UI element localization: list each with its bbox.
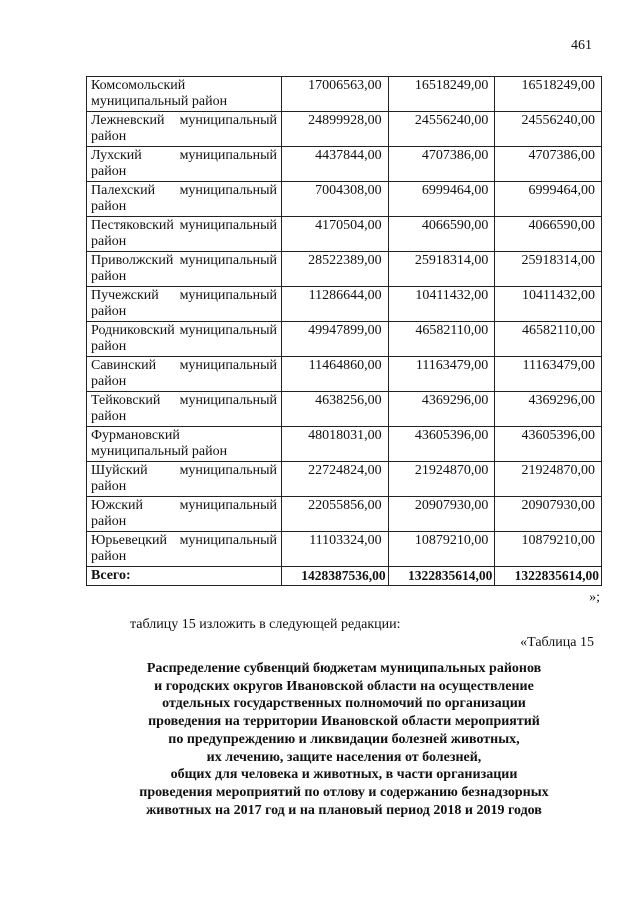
table-row [87, 287, 602, 322]
amount-2017-cell: 24899928,00 [282, 112, 389, 147]
amount-2018-cell: 10879210,00 [388, 532, 495, 567]
table-row [87, 532, 602, 567]
table-total-row [87, 567, 602, 586]
amount-2019-cell: 10879210,00 [495, 532, 602, 567]
amount-2019-cell: 4707386,00 [495, 147, 602, 182]
amount-2017-cell: 22724824,00 [282, 462, 389, 497]
amount-2018-cell: 4369296,00 [388, 392, 495, 427]
amount-2019-cell: 25918314,00 [495, 252, 602, 287]
district-name-cell: Савинский муниципальный район [87, 357, 282, 392]
amount-2017-cell: 28522389,00 [282, 252, 389, 287]
amount-2019-cell: 4369296,00 [495, 392, 602, 427]
amount-2018-cell: 43605396,00 [388, 427, 495, 462]
district-name-cell: Пучежский муниципальный район [87, 287, 282, 322]
amount-2019-cell: 1322835614,00 [495, 567, 602, 586]
amount-2018-cell: 25918314,00 [388, 252, 495, 287]
table-row [87, 462, 602, 497]
district-name-cell: Лухский муниципальный район [87, 147, 282, 182]
district-name-cell: Родниковский муниципальный район [87, 322, 282, 357]
amount-2018-cell: 11163479,00 [388, 357, 495, 392]
amount-2018-cell: 4707386,00 [388, 147, 495, 182]
amount-2019-cell: 20907930,00 [495, 497, 602, 532]
amount-2017-cell: 11464860,00 [282, 357, 389, 392]
table-row [87, 147, 602, 182]
amount-2017-cell: 1428387536,00 [282, 567, 389, 586]
amount-2017-cell: 22055856,00 [282, 497, 389, 532]
table-row [87, 497, 602, 532]
table-row [87, 182, 602, 217]
amount-2018-cell: 6999464,00 [388, 182, 495, 217]
amount-2017-cell: 4437844,00 [282, 147, 389, 182]
district-name-cell: Палехский муниципальный район [87, 182, 282, 217]
table-label: «Таблица 15 [520, 635, 594, 650]
amount-2018-cell: 46582110,00 [388, 322, 495, 357]
heading-line: проведения на территории Ивановской области мероприятий [148, 714, 540, 730]
amount-2017-cell: 17006563,00 [282, 77, 389, 112]
heading-line: по предупреждению и ликвидации болезней животных, [168, 731, 520, 747]
amount-2018-cell: 1322835614,00 [388, 567, 495, 586]
district-name-cell: Всего: [87, 567, 282, 586]
district-name-cell: Пестяковский муниципальный район [87, 217, 282, 252]
amount-2019-cell: 6999464,00 [495, 182, 602, 217]
amount-2018-cell: 24556240,00 [388, 112, 495, 147]
table-row [87, 217, 602, 252]
table-row [87, 77, 602, 112]
district-name-cell: Фурмановский муниципальный район [87, 427, 282, 462]
district-name-cell: Юрьевецкий муниципальный район [87, 532, 282, 567]
amount-2017-cell: 49947899,00 [282, 322, 389, 357]
amount-2019-cell: 24556240,00 [495, 112, 602, 147]
heading-line: отдельных государственных полномочий по организации [162, 696, 526, 712]
heading-line: общих для человека и животных, в части организации [170, 767, 518, 783]
district-name-cell: Лежневский муниципальный район [87, 112, 282, 147]
amount-2017-cell: 11103324,00 [282, 532, 389, 567]
table-row [87, 322, 602, 357]
table-heading [86, 660, 602, 819]
heading-line: животных на 2017 год и на плановый период 2018 и 2019 годов [146, 802, 542, 818]
amount-2019-cell: 43605396,00 [495, 427, 602, 462]
subvention-table [86, 76, 602, 586]
amount-2019-cell: 4066590,00 [495, 217, 602, 252]
amount-2018-cell: 16518249,00 [388, 77, 495, 112]
table-row [87, 112, 602, 147]
amount-2017-cell: 4638256,00 [282, 392, 389, 427]
amount-2017-cell: 11286644,00 [282, 287, 389, 322]
amount-2017-cell: 7004308,00 [282, 182, 389, 217]
amount-2018-cell: 20907930,00 [388, 497, 495, 532]
amount-2019-cell: 16518249,00 [495, 77, 602, 112]
amount-2018-cell: 4066590,00 [388, 217, 495, 252]
amendment-instruction: таблицу 15 изложить в следующей редакции: [130, 617, 401, 632]
amount-2019-cell: 21924870,00 [495, 462, 602, 497]
heading-line: проведения мероприятий по отлову и содержанию безнадзорных [139, 784, 549, 800]
table-body [87, 77, 602, 586]
district-name-cell: Шуйский муниципальный район [87, 462, 282, 497]
amount-2018-cell: 21924870,00 [388, 462, 495, 497]
district-name-cell: Комсомольский муниципальный район [87, 77, 282, 112]
amount-2019-cell: 46582110,00 [495, 322, 602, 357]
heading-line: их лечению, защите населения от болезней, [206, 749, 482, 765]
amount-2019-cell: 10411432,00 [495, 287, 602, 322]
table-row [87, 392, 602, 427]
table-row [87, 357, 602, 392]
district-name-cell: Приволжский муниципальный район [87, 252, 282, 287]
table-row [87, 427, 602, 462]
closing-quote-mark: »; [589, 590, 600, 605]
district-name-cell: Южский муниципальный район [87, 497, 282, 532]
heading-line: Распределение субвенций бюджетам муниципальных районов [146, 661, 542, 676]
amount-2019-cell: 11163479,00 [495, 357, 602, 392]
table-row [87, 252, 602, 287]
page-number: 461 [571, 38, 592, 53]
amount-2018-cell: 10411432,00 [388, 287, 495, 322]
amount-2017-cell: 48018031,00 [282, 427, 389, 462]
heading-line: и городских округов Ивановской области на осуществление [154, 678, 534, 694]
amount-2017-cell: 4170504,00 [282, 217, 389, 252]
district-name-cell: Тейковский муниципальный район [87, 392, 282, 427]
